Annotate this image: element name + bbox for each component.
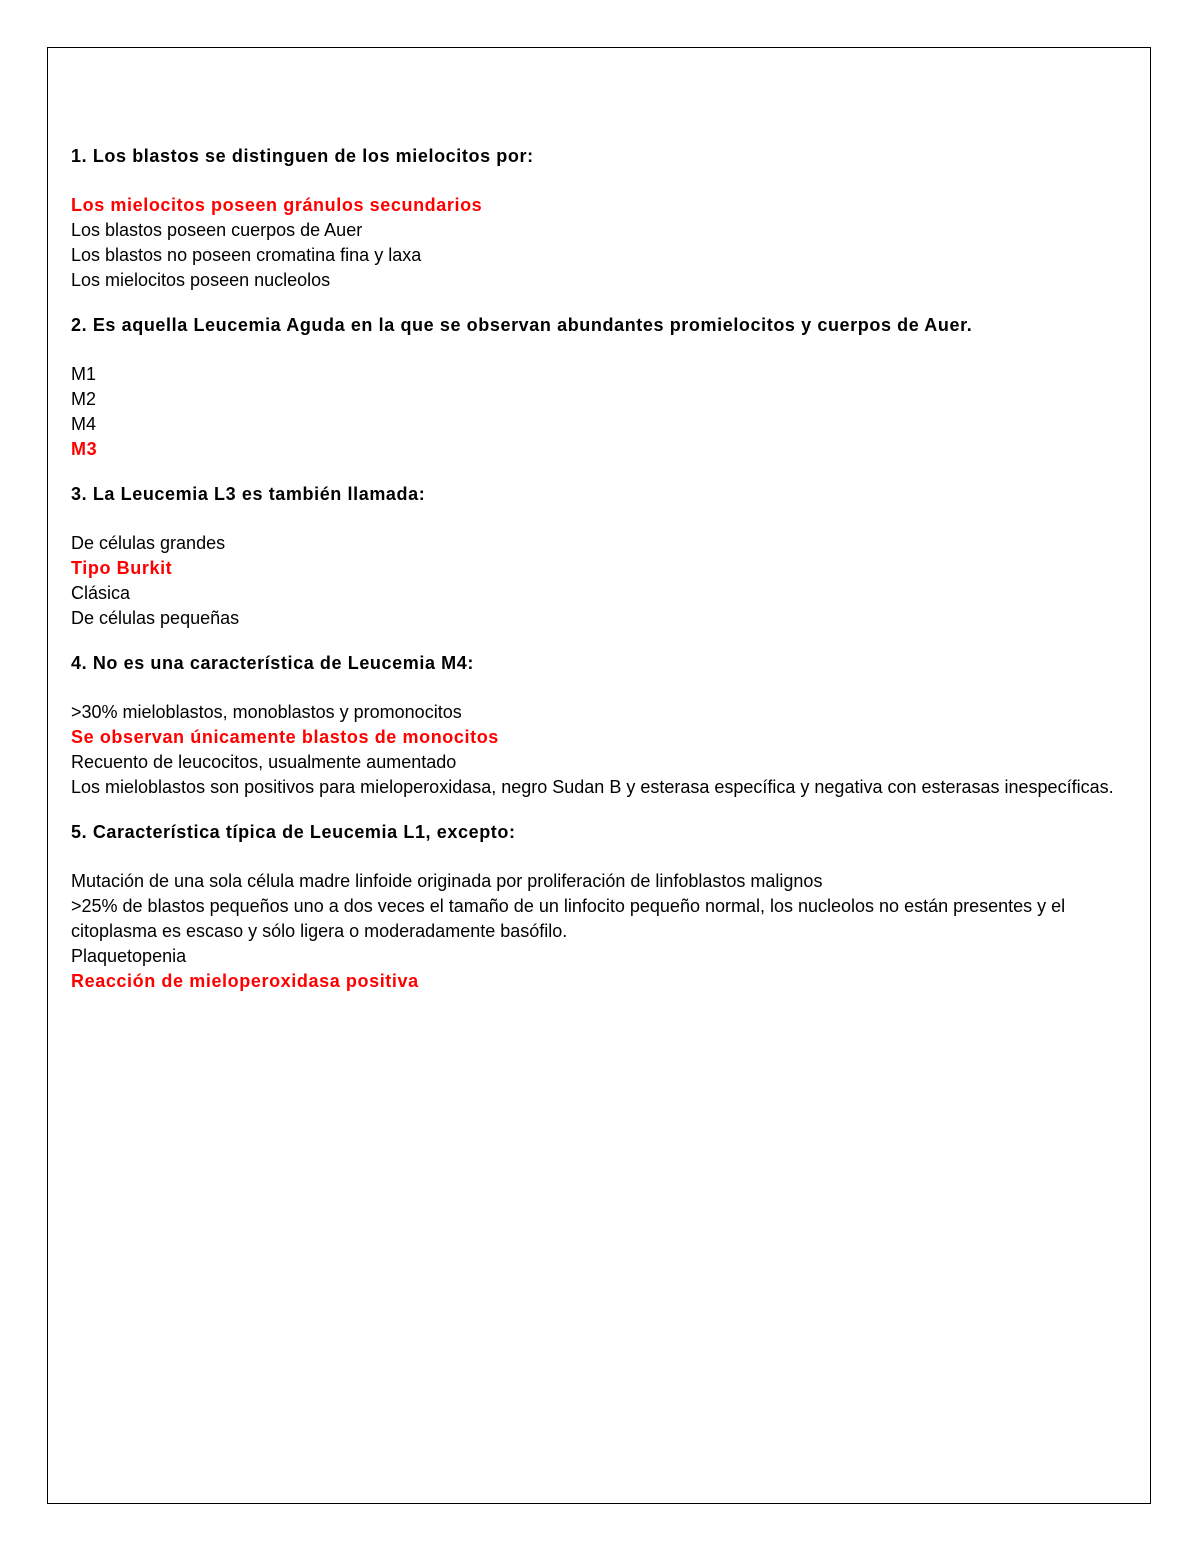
answer-option: Los blastos no poseen cromatina fina y laxa	[71, 245, 422, 265]
question-title-4: 4. No es una característica de Leucemia M4:	[71, 653, 474, 673]
answer-option: Los mieloblastos son positivos para mieloperoxidasa, negro Sudan B y esterasa específica y negativa con esterasas inespecíficas.	[71, 777, 1114, 797]
answer-option: Mutación de una sola célula madre linfoide originada por proliferación de linfoblastos malignos	[71, 871, 823, 891]
answer-option: >25% de blastos pequeños uno a dos veces el tamaño de un linfocito pequeño normal, los nucleolos no están presentes y el citoplasma es escaso y sólo ligera o moderadamente basófilo.	[71, 896, 1066, 941]
answer-option: Recuento de leucocitos, usualmente aumentado	[71, 752, 457, 772]
answer-option-correct: M3	[71, 439, 98, 459]
answer-option-correct: Reacción de mieloperoxidasa positiva	[71, 971, 419, 991]
answer-option: M2	[71, 389, 97, 409]
answer-option: Plaquetopenia	[71, 946, 187, 966]
answer-option: De células pequeñas	[71, 608, 240, 628]
quiz-content	[71, 144, 1128, 1014]
answer-option: M1	[71, 364, 97, 384]
question-block-4	[71, 651, 1128, 800]
answer-option-correct: Tipo Burkit	[71, 558, 173, 578]
answer-option: Los blastos poseen cuerpos de Auer	[71, 220, 363, 240]
answer-option: M4	[71, 414, 97, 434]
question-title-2: 2. Es aquella Leucemia Aguda en la que se observan abundantes promielocitos y cuerpos de Auer.	[71, 315, 973, 335]
question-block-1	[71, 144, 1128, 293]
answer-option-correct: Los mielocitos poseen gránulos secundarios	[71, 195, 483, 215]
question-block-3	[71, 482, 1128, 631]
question-title-5: 5. Característica típica de Leucemia L1, excepto:	[71, 822, 516, 842]
question-title-1: 1. Los blastos se distinguen de los mielocitos por:	[71, 146, 534, 166]
question-block-2	[71, 313, 1128, 462]
answer-option: Clásica	[71, 583, 131, 603]
answer-option-correct: Se observan únicamente blastos de monocitos	[71, 727, 499, 747]
question-block-5	[71, 820, 1128, 994]
answer-option: Los mielocitos poseen nucleolos	[71, 270, 331, 290]
answer-option: De células grandes	[71, 533, 226, 553]
answer-option: >30% mieloblastos, monoblastos y promonocitos	[71, 702, 462, 722]
question-title-3: 3. La Leucemia L3 es también llamada:	[71, 484, 426, 504]
